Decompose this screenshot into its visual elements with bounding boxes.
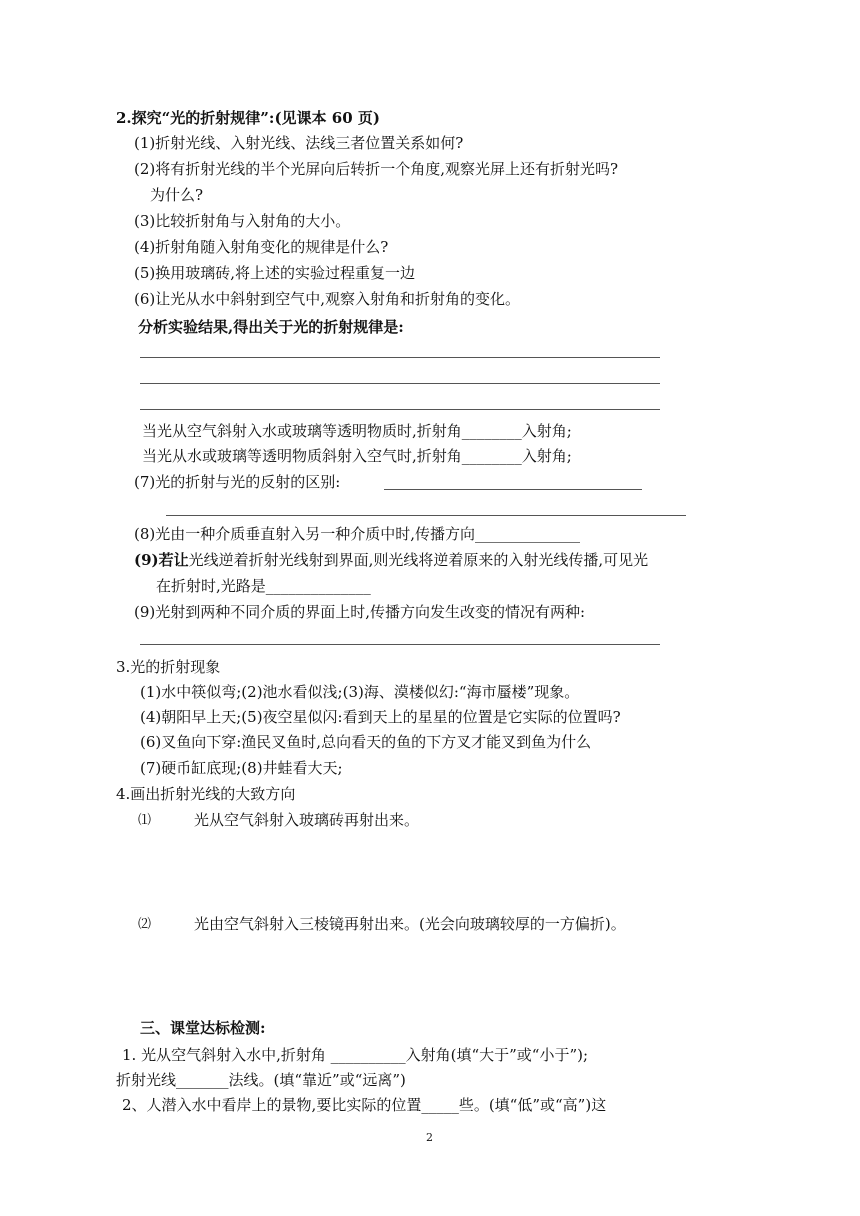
section2-heading: 2.探究“光的折射规律”:(见课本 60 页) <box>116 109 380 127</box>
drawing-q2-text: 光由空气斜射入三棱镜再射出来。(光会向玻璃较厚的一方偏折)。 <box>194 915 626 933</box>
check-q1-line2: 折射光线_______法线。(填“靠近”或“远离”) <box>116 1071 406 1089</box>
phenomenon-3: (6)叉鱼向下穿:渔民叉鱼时,总向看天的鱼的下方叉才能叉到鱼为什么 <box>140 733 592 751</box>
question-9a <box>134 550 648 570</box>
question-4: (4)折射角随入射角变化的规律是什么? <box>134 238 389 256</box>
question-5: (5)换用玻璃砖,将上述的实验过程重复一边 <box>134 264 416 282</box>
drawing-q1-number: ⑴ <box>138 813 152 828</box>
question-2: (2)将有折射光线的半个光屏向后转折一个角度,观察光屏上还有折射光吗? <box>134 160 619 178</box>
question-9a-continued: 在折射时,光路是______________ <box>156 577 371 595</box>
answer-line <box>140 357 660 358</box>
question-9b: (9)光射到两种不同介质的界面上时,传播方向发生改变的情况有两种: <box>134 603 586 621</box>
phenomenon-2: (4)朝阳早上天;(5)夜空星似闪:看到天上的星星的位置是它实际的位置吗? <box>140 708 621 726</box>
rule-air-to-water: 当光从空气斜射入水或玻璃等透明物质时,折射角________入射角; <box>142 422 572 440</box>
page-number: 2 <box>426 1131 433 1144</box>
phenomenon-4: (7)硬币缸底现;(8)井蛙看大天; <box>140 759 343 777</box>
question-1: (1)折射光线、入射光线、法线三者位置关系如何? <box>134 134 464 152</box>
check-q2-line1: 2、人潜入水中看岸上的景物,要比实际的位置_____些。(填“低”或“高”)这 <box>122 1096 607 1114</box>
analysis-title: 分析实验结果,得出关于光的折射规律是: <box>138 318 404 336</box>
answer-line <box>140 409 660 410</box>
drawing-q1-text: 光从空气斜射入玻璃砖再射出来。 <box>194 811 420 829</box>
rule-water-to-air: 当光从水或玻璃等透明物质斜射入空气时,折射角________入射角; <box>142 447 572 465</box>
question-3: (3)比较折射角与入射角的大小。 <box>134 212 351 230</box>
question-9a-text: 光线逆着折射光线射到界面,则光线将逆着原来的入射光线传播,可见光 <box>188 551 649 569</box>
question-9a-bold: (9)若让 <box>134 551 189 569</box>
question-6: (6)让光从水中斜射到空气中,观察入射角和折射角的变化。 <box>134 290 521 308</box>
answer-line <box>140 644 660 645</box>
drawing-q2-number: ⑵ <box>138 917 152 932</box>
check-heading: 三、课堂达标检测: <box>140 1019 266 1037</box>
answer-line <box>166 515 686 516</box>
answer-line <box>140 383 660 384</box>
answer-line <box>384 489 642 490</box>
question-7: (7)光的折射与光的反射的区别: <box>134 473 341 491</box>
section4-heading: 4.画出折射光线的大致方向 <box>116 785 296 803</box>
phenomenon-1: (1)水中筷似弯;(2)池水看似浅;(3)海、漠楼似幻:“海市蜃楼”现象。 <box>140 683 580 701</box>
check-q1-line1: 1. 光从空气斜射入水中,折射角 __________入射角(填“大于”或“小于”); <box>122 1046 589 1064</box>
section3-heading: 3.光的折射现象 <box>116 658 221 676</box>
question-2-continued: 为什么? <box>150 186 204 204</box>
question-8: (8)光由一种介质垂直射入另一种介质中时,传播方向______________ <box>134 525 581 543</box>
